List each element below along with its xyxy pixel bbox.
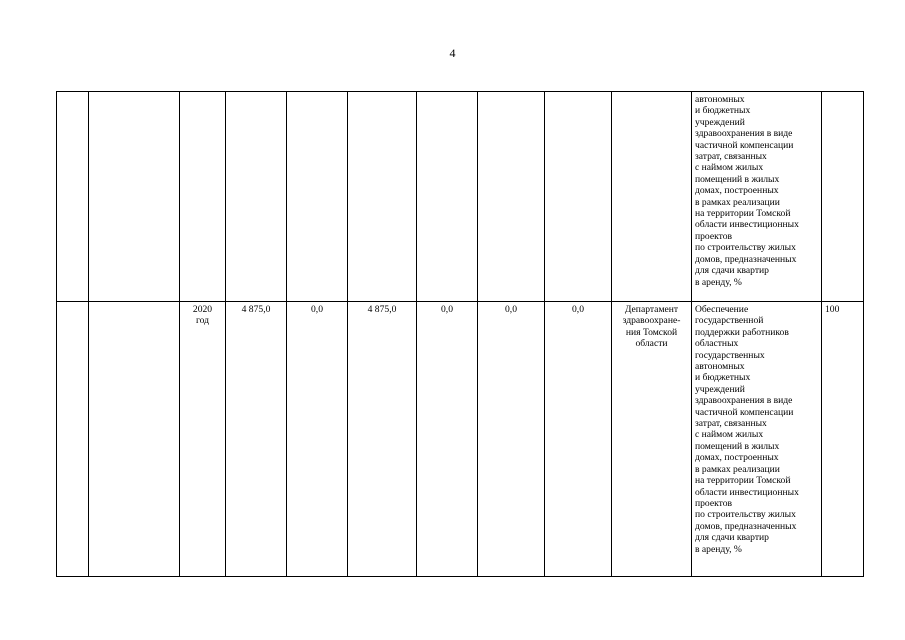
federal-cell: [287, 92, 348, 302]
page-number: 4: [449, 46, 456, 60]
regional-cell: [348, 92, 417, 302]
table-row: [57, 92, 864, 302]
name-cell: [89, 302, 180, 577]
table-row: [57, 302, 864, 577]
indicator-cell: Обеспечение государственной поддержки работников областных государственных автономных и бюджетных учреждений здравоохранения в виде частичной компенсации затрат, связанных с наймом жилых помещений в жилых домах, построенных в рамках реализации на территории Томской области инвестиционных проектов по строительству жилых домов, предназначенных для сдачи квартир в аренду, %: [692, 302, 822, 577]
number-cell: [57, 92, 89, 302]
program-table: [56, 91, 864, 577]
value-cell: 100: [822, 302, 864, 577]
extra1-cell: [478, 92, 545, 302]
name-cell: [89, 92, 180, 302]
department-cell: [612, 92, 692, 302]
local-cell: [417, 92, 478, 302]
regional-cell: 4 875,0: [348, 302, 417, 577]
total-cell: [226, 92, 287, 302]
local-cell: 0,0: [417, 302, 478, 577]
extra1-cell: 0,0: [478, 302, 545, 577]
extra2-cell: [545, 92, 612, 302]
number-cell: [57, 302, 89, 577]
indicator-cell: автономных и бюджетных учреждений здравоохранения в виде частичной компенсации затрат, связанных с наймом жилых помещений в жилых домах, построенных в рамках реализации на территории Томской области инвестиционных проектов по строительству жилых домов, предназначенных для сдачи квартир в аренду, %: [692, 92, 822, 302]
year-cell: [180, 92, 226, 302]
year-cell: 2020 год: [180, 302, 226, 577]
extra2-cell: 0,0: [545, 302, 612, 577]
federal-cell: 0,0: [287, 302, 348, 577]
total-cell: 4 875,0: [226, 302, 287, 577]
value-cell: [822, 92, 864, 302]
department-cell: Департамент здравоохране- ния Томской области: [612, 302, 692, 577]
